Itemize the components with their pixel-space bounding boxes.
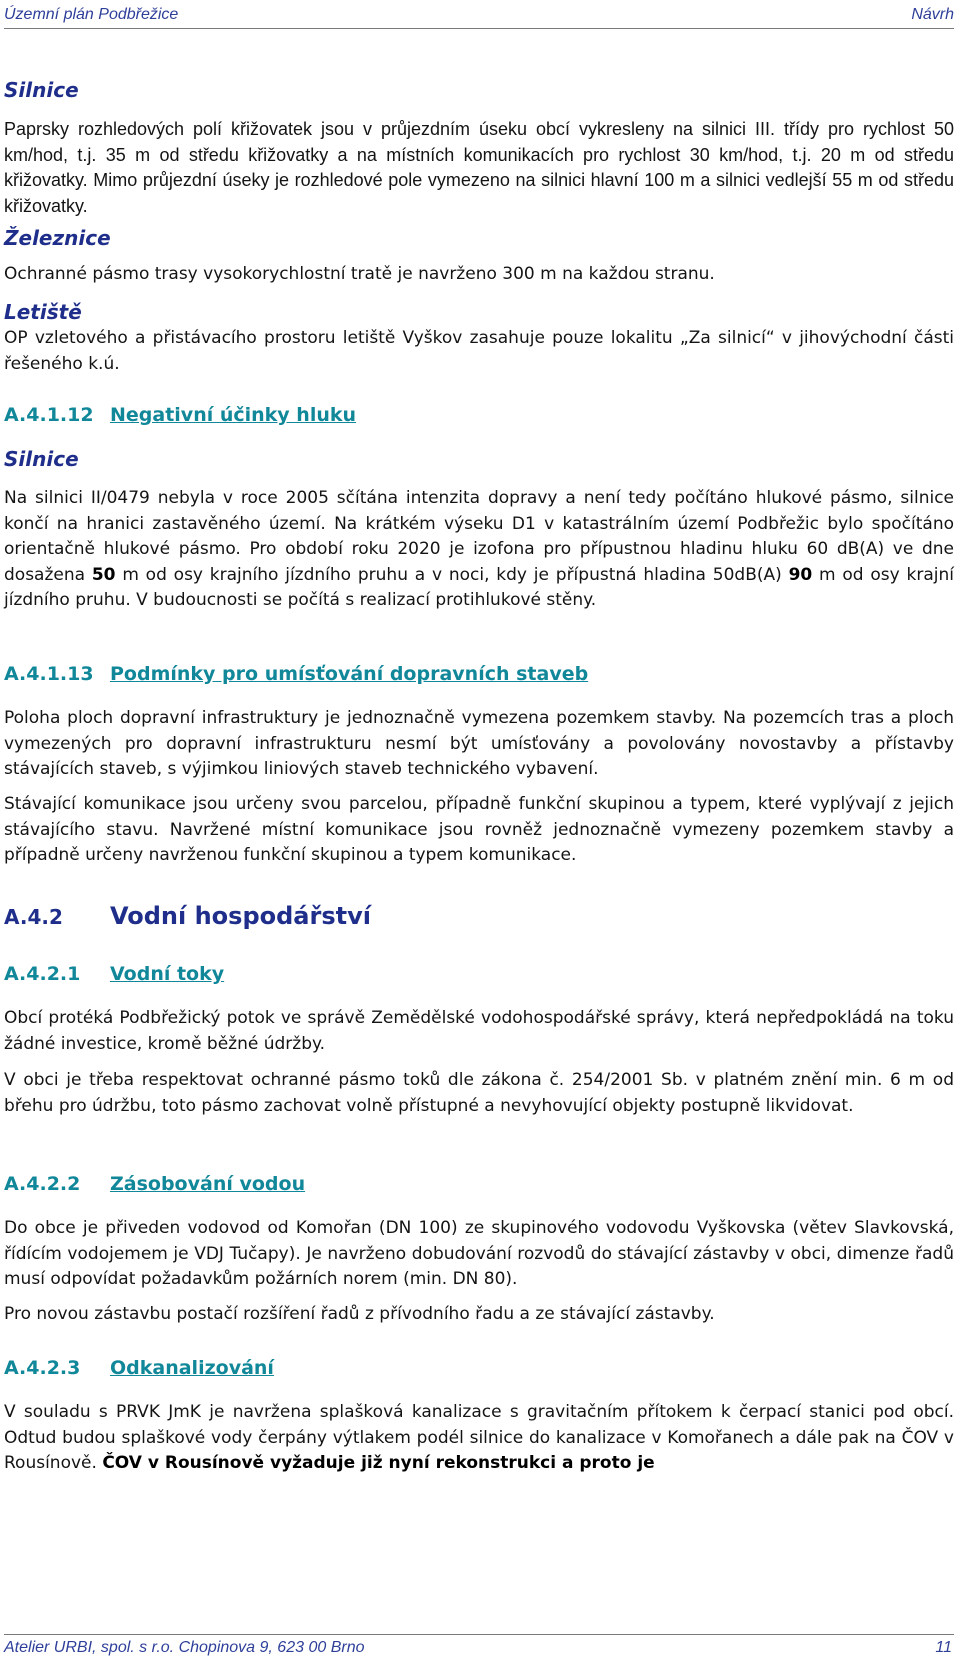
heading-number: A.4.2.3	[4, 1357, 81, 1379]
subheading-letiste: Letiště	[4, 300, 82, 324]
heading-number: A.4.1.12	[4, 404, 94, 426]
heading-a42	[4, 902, 954, 930]
paragraph-vodovod: Do obce je přiveden vodovod od Komořan (DN 100) ze skupinového vodovodu Vyškovska (větev Slavkovská, řídícím vodojemem je VDJ Tučapy). Je navrženo dobudování rozvodů do stávající zástavby v obci, dimenze řadů musí odpovídat požadavkům požárních norem (min. DN 80).	[4, 1218, 954, 1289]
heading-number: A.4.2.1	[4, 963, 81, 985]
paragraph-nova-zastavba: Pro novou zástavbu postačí rozšíření řadů z přívodního řadu a ze stávající zástavby.	[4, 1304, 715, 1324]
heading-number: A.4.2	[4, 905, 63, 929]
footer-company: Atelier URBI, spol. s r.o. Chopinova 9, 623 00 Brno	[4, 1639, 365, 1656]
heading-a4113	[4, 663, 954, 685]
heading-title: Vodní hospodářství	[110, 902, 371, 930]
heading-title: Negativní účinky hluku	[110, 404, 357, 426]
paragraph-kanalizace: V souladu s PRVK JmK je navržena splašková kanalizace s gravitačním přítokem k čerpací stanici pod obcí. Odtud budou splaškové vody čerpány výtlakem podél silnice do kanalizace v Komořanech a dále pak na ČOV v Rousínově. ČOV v Rousínově vyžaduje již nyní rekonstrukci a proto je	[4, 1402, 954, 1473]
paragraph-vodni-toky: Obcí protéká Podbřežický potok ve správě Zemědělské vodohospodářské správy, která nepředpokládá na toku žádné investice, kromě běžné údržby.	[4, 1008, 954, 1054]
paragraph-zeleznice: Ochranné pásmo trasy vysokorychlostní tratě je navrženo 300 m na každou stranu.	[4, 264, 715, 284]
subheading-silnice-hluk: Silnice	[4, 447, 79, 471]
heading-a422	[4, 1173, 954, 1195]
heading-title: Vodní toky	[110, 963, 225, 985]
heading-a4112	[4, 404, 954, 426]
heading-number: A.4.2.2	[4, 1173, 81, 1195]
heading-title: Odkanalizování	[110, 1357, 274, 1379]
header-status: Návrh	[911, 6, 954, 23]
heading-a421	[4, 963, 954, 985]
heading-title: Podmínky pro umísťování dopravních staveb	[110, 663, 589, 685]
page-header	[4, 6, 954, 29]
subheading-zeleznice: Železnice	[4, 226, 111, 250]
page-footer	[4, 1634, 954, 1659]
paragraph-rozhledova-pole: Paprsky rozhledových polí křižovatek jsou v průjezdním úseku obcí vykresleny na silnici III. třídy pro rychlost 50 km/hod, t.j. 35 m od středu křižovatky a na místních komunikacích pro rychlost 30 km/hod, t.j. 20 m od středu křižovatky. Mimo průjezdní úseky je rozhledové pole vymezeno na silnici hlavní 100 m a silnici vedlejší 55 m od středu křižovatky.	[4, 119, 954, 216]
paragraph-stavajici-komunikace: Stávající komunikace jsou určeny svou parcelou, případně funkční skupinou a typem, které vyplývají z jejich stávajícího stavu. Navržené místní komunikace jsou rovněž jednoznačně vymezeny pozemkem stavby a případně určeny navrženou funkční skupinou a typem komunikace.	[4, 794, 954, 865]
paragraph-ochranne-pasmo-toku: V obci je třeba respektovat ochranné pásmo toků dle zákona č. 254/2001 Sb. v platném znění min. 6 m od břehu pro údržbu, toto pásmo zachovat volně přístupné a nevyhovující objekty postupně likvidovat.	[4, 1070, 954, 1116]
bold-value-90: 90	[788, 564, 813, 585]
paragraph-letiste: OP vzletového a přistávacího prostoru letiště Vyškov zasahuje pouze lokalitu „Za silnicí“ v jihovýchodní části řešeného k.ú.	[4, 328, 954, 374]
bold-value-50: 50	[91, 564, 116, 585]
heading-number: A.4.1.13	[4, 663, 94, 685]
heading-a423	[4, 1357, 954, 1379]
heading-title: Zásobování vodou	[110, 1173, 306, 1195]
footer-page-number: 11	[935, 1639, 952, 1656]
subheading-silnice: Silnice	[4, 78, 79, 102]
header-document-title: Územní plán Podbřežice	[4, 6, 179, 23]
bold-cov-note: ČOV v Rousínově vyžaduje již nyní rekonstrukci a proto je	[102, 1453, 655, 1473]
paragraph-hluk: Na silnici II/0479 nebyla v roce 2005 sčítána intenzita dopravy a není tedy počítáno hlukové pásmo, silnice končí na hranici zastavěného území. Na krátkém výseku D1 v katastrálním území Podbřežic bylo spočítáno orientačně hlukové pásmo. Pro období roku 2020 je izofona pro přípustnou hladinu hluku 60 dB(A) ve dne dosažena 50 m od osy krajního jízdního pruhu a v noci, kdy je přípustná hladina 50dB(A) 90 m od osy krajní jízdního pruhu. V budoucnosti se počítá s realizací protihlukové stěny.	[4, 488, 954, 610]
paragraph-plochy-dopravni: Poloha ploch dopravní infrastruktury je jednoznačně vymezena pozemkem stavby. Na pozemcích tras a ploch vymezených pro dopravní infrastrukturu nesmí být umísťovány a povolovány novostavby a přístavby stávajících staveb, s výjimkou liniových staveb technického vybavení.	[4, 708, 954, 779]
